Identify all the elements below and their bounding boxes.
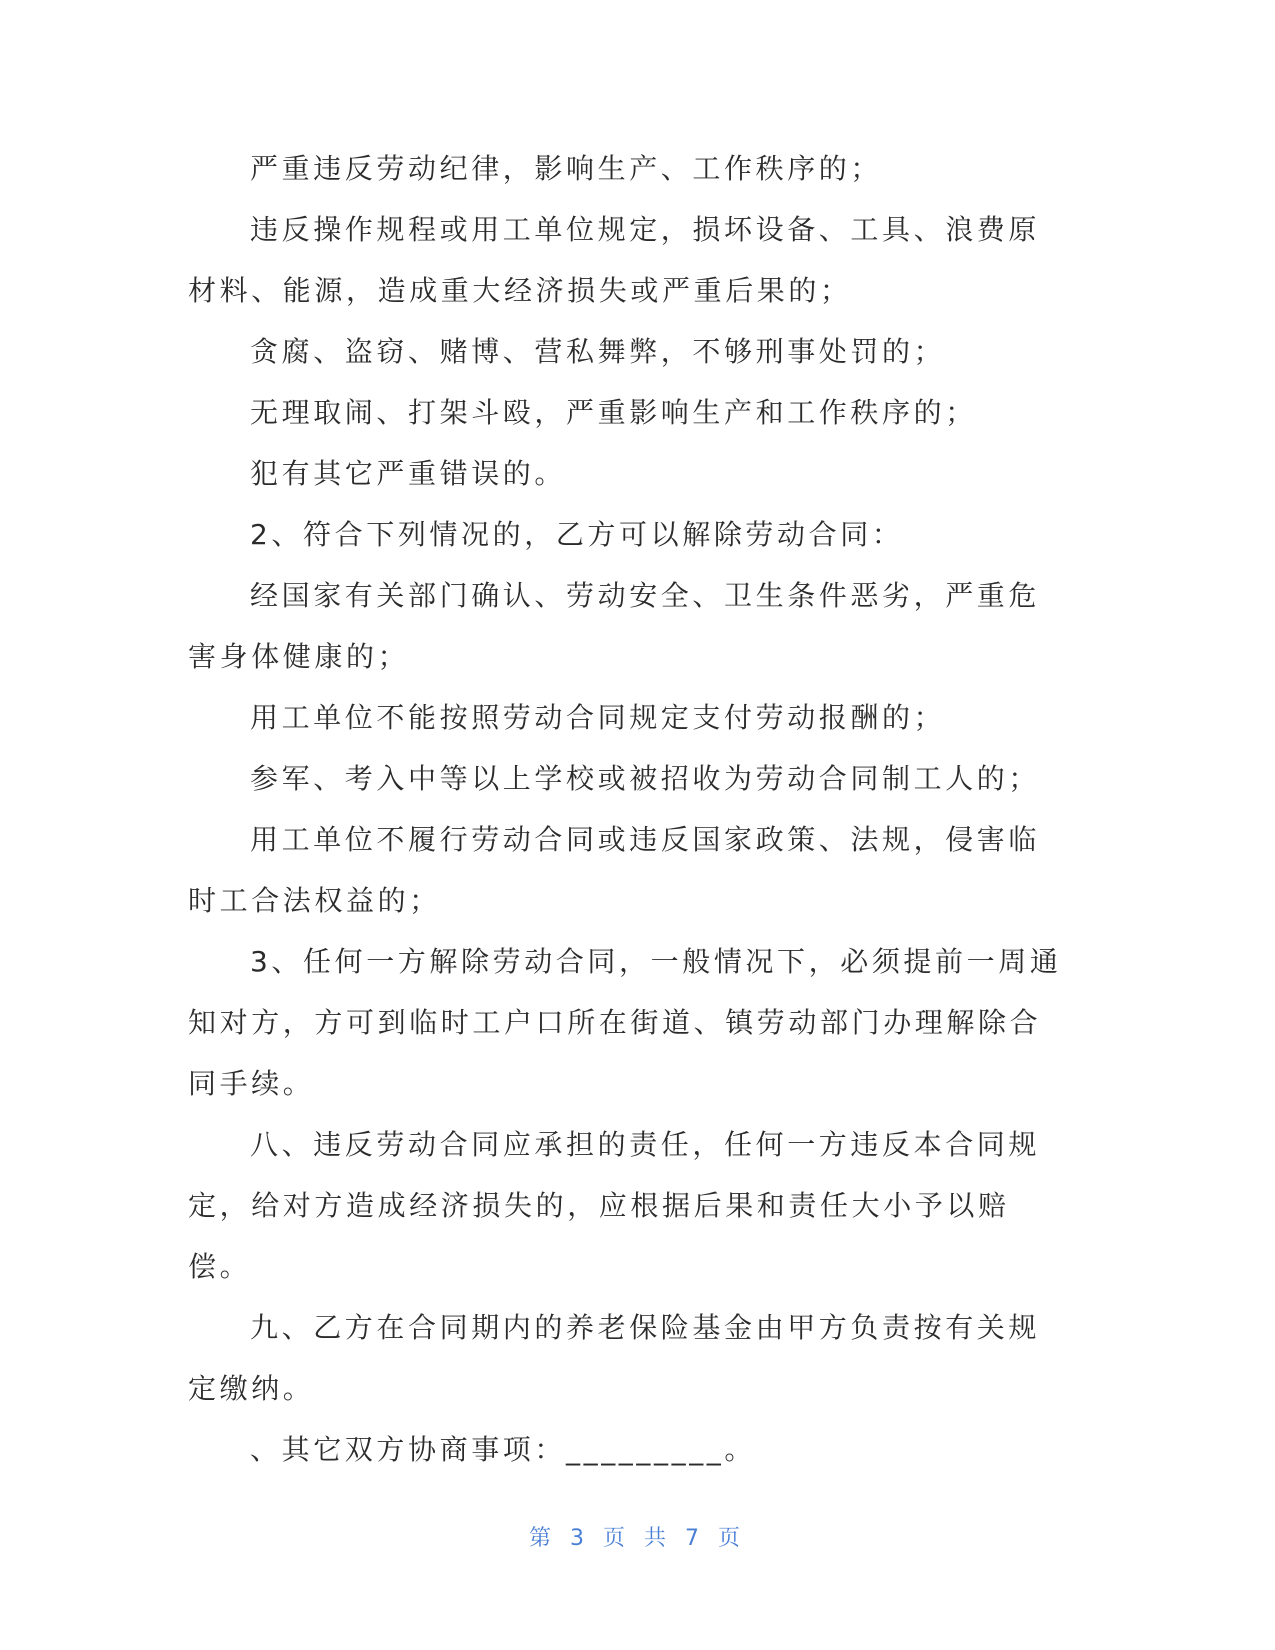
paragraph: 违反操作规程或用工单位规定，损坏设备、工具、浪费原材料、能源，造成重大经济损失或严重后果的； <box>188 213 1041 307</box>
paragraph: 犯有其它严重错误的。 <box>250 457 567 490</box>
document-body <box>188 138 1068 1480</box>
paragraph: 贪腐、盗窃、赌博、营私舞弊，不够刑事处罚的； <box>250 335 946 368</box>
paragraph: 3、任何一方解除劳动合同，一般情况下，必须提前一周通知对方，方可到临时工户口所在街道、镇劳动部门办理解除合同手续。 <box>188 945 1062 1100</box>
paragraph: 九、乙方在合同期内的养老保险基金由甲方负责按有关规定缴纳。 <box>188 1311 1041 1405</box>
paragraph: 经国家有关部门确认、劳动安全、卫生条件恶劣，严重危害身体健康的； <box>188 579 1041 673</box>
paragraph: 、其它双方协商事项：_________。 <box>250 1433 757 1466</box>
page-number-footer: 第 3 页 共 7 页 <box>529 1526 746 1551</box>
paragraph: 严重违反劳动纪律，影响生产、工作秩序的； <box>250 152 883 185</box>
paragraph: 2、符合下列情况的，乙方可以解除劳动合同： <box>250 518 904 551</box>
paragraph: 八、违反劳动合同应承担的责任，任何一方违反本合同规定，给对方造成经济损失的，应根据后果和责任大小予以赔偿。 <box>188 1128 1041 1283</box>
paragraph: 用工单位不能按照劳动合同规定支付劳动报酬的； <box>250 701 946 734</box>
paragraph: 用工单位不履行劳动合同或违反国家政策、法规，侵害临时工合法权益的； <box>188 823 1041 917</box>
paragraph: 参军、考入中等以上学校或被招收为劳动合同制工人的； <box>250 762 1041 795</box>
paragraph: 无理取闹、打架斗殴，严重影响生产和工作秩序的； <box>250 396 977 429</box>
